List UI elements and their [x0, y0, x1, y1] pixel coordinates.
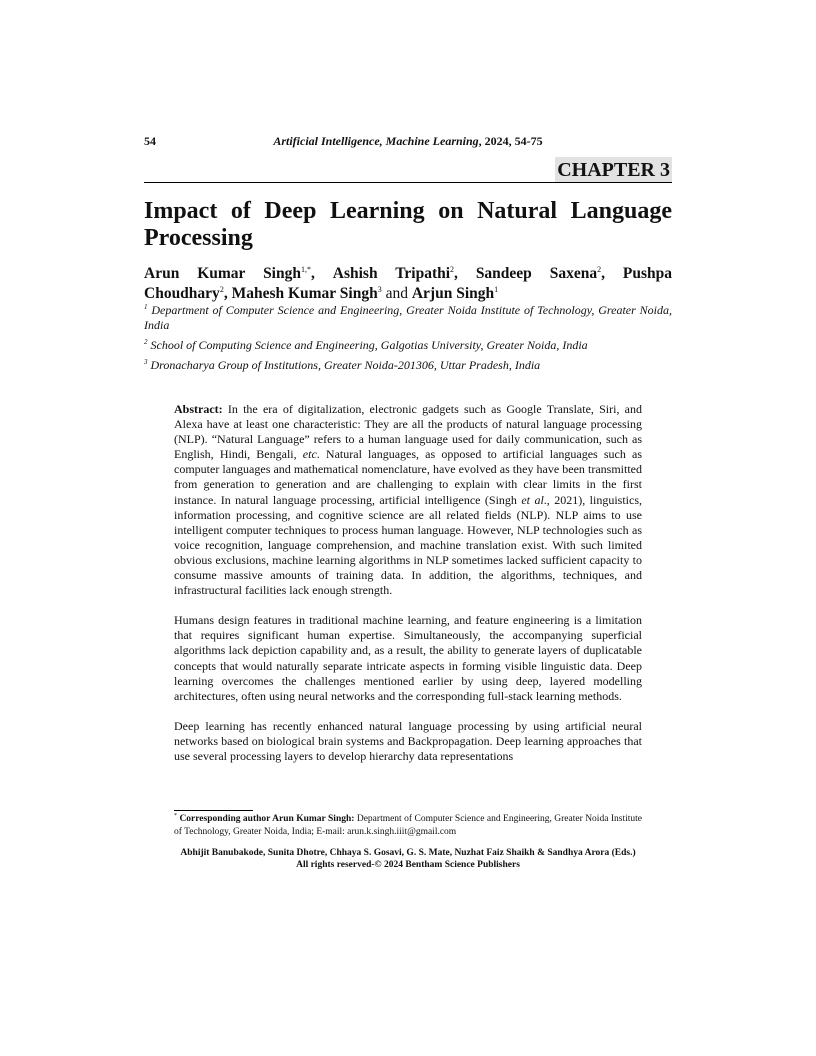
journal-name: Artificial Intelligence, Machine Learning — [273, 134, 479, 148]
footnote-label: Corresponding author Arun Kumar Singh: — [179, 814, 355, 824]
abstract-paragraph-1: Abstract: In the era of digitalization, electronic gadgets such as Google Translate, Siri, and Alexa have at least one characteristic: They are all the products of natural language processing (NLP). “Natural Language” refers to a human language used for daily communication, such as English, Hindi, Bengali, etc. Natural languages, as opposed to artificial languages such as computer languages and mathematical nomenclature, have evolved as they have been transmitted from generation to generation and are challenging to explain with clear limits in the first instance. In natural language processing, artificial intelligence (Singh et al., 2021), linguistics, information processing, and cognitive science are all related fields (NLP). NLP aims to use intelligent computer techniques to process human language. However, NLP technologies such as voice recognition, language comprehension, and machine translation exist. With such limited obvious exclusions, machine learning algorithms in NLP sometimes lacked sufficient capacity to consume massive amounts of training data. In addition, the algorithms, techniques, and infrastructural facilities lack enough strength. — [174, 402, 643, 598]
author-affiliation-mark: 2 — [450, 265, 455, 274]
author-name: Mahesh Kumar Singh — [231, 285, 378, 302]
author-affiliation-mark: 1,* — [300, 265, 311, 274]
author-affiliation-mark: 3 — [377, 285, 382, 294]
affiliation-text: Department of Computer Science and Engineering, Greater Noida Institute of Technology, Greater Noida, India — [144, 303, 673, 332]
copyright-line: All rights reserved-© 2024 Bentham Science Publishers — [296, 860, 520, 870]
affiliation-text: Dronacharya Group of Institutions, Greater Noida-201306, Uttar Pradesh, India — [150, 358, 541, 372]
author-conjunction: and — [385, 285, 408, 302]
running-header — [0, 134, 816, 149]
footnote-rule — [174, 810, 253, 811]
author-name: Choudhary — [144, 285, 220, 302]
editors-line: Abhijit Banubakode, Sunita Dhotre, Chhaya S. Gosavi, G. S. Mate, Nuzhat Faiz Shaikh & Sandhya Arora (Eds.) — [180, 848, 636, 858]
affiliation-1 — [144, 303, 672, 333]
corresponding-author-footnote — [174, 813, 642, 838]
title-line-1: Impact of Deep Learning on Natural Language — [144, 198, 672, 224]
abstract — [174, 402, 642, 779]
author-name: Sandeep Saxena — [475, 265, 598, 282]
author-name: Pushpa — [622, 265, 672, 282]
affiliation-3 — [144, 358, 672, 373]
affiliation-text: School of Computing Science and Engineering, Galgotias University, Greater Noida, India — [150, 338, 588, 352]
journal-issue: , 2024, 54-75 — [478, 134, 543, 148]
affiliation-2 — [144, 338, 672, 353]
footnote-mark: * — [174, 813, 177, 819]
abstract-paragraph-2: Humans design features in traditional machine learning, and feature engineering is a limitation that requires significant human expertise. Simultaneously, the accompanying superficial algorithms lack depiction capability and, as a result, the ability to generate layers of duplicatable concepts that would naturally separate intricate aspects in forming visible linguistic data. Deep learning overcomes the challenges mentioned earlier by using deep, layered modelling architectures, often using neural networks and the corresponding full-stack learning methods. — [174, 613, 642, 703]
chapter-title — [144, 198, 672, 252]
abstract-paragraph-3: Deep learning has recently enhanced natural language processing by using artificial neural networks based on biological brain systems and Backpropagation. Deep learning approaches that use several processing layers to develop hierarchy data representations — [174, 718, 642, 763]
author-affiliation-mark: 2 — [597, 265, 602, 274]
header-rule — [144, 182, 672, 183]
author-name: Ashish Tripathi — [332, 265, 451, 282]
author-list — [144, 264, 672, 304]
affiliation-mark: 2 — [144, 338, 148, 346]
abstract-label: Abstract: — [174, 402, 223, 416]
chapter-label: CHAPTER 3 — [557, 159, 670, 181]
author-affiliation-mark: 2 — [219, 285, 224, 294]
author-line-1: Arun Kumar Singh$^{1,*}$, Ashish Tripathi$^2$, Sandeep Saxena$^2$, Pushpa — [144, 265, 672, 282]
author-line-2: Choudhary$^2$, Mahesh Kumar Singh$^3$ and Arjun Singh$^1$ — [144, 285, 499, 302]
author-name: Arun Kumar Singh — [144, 265, 301, 282]
author-name: Arjun Singh — [411, 285, 495, 302]
affiliation-mark: 3 — [144, 358, 148, 366]
author-affiliation-mark: 1 — [494, 285, 499, 294]
title-line-2: Processing — [144, 225, 253, 251]
affiliation-mark: 1 — [144, 303, 148, 311]
footnote-text: Department of Computer Science and Engineering, Greater Noida Institute of Technology, Greater Noida, India; E-mail: arun.k.singh.iiit@gmail.com — [174, 814, 642, 837]
page-number: 54 — [144, 134, 156, 148]
publisher-credit — [0, 847, 816, 871]
